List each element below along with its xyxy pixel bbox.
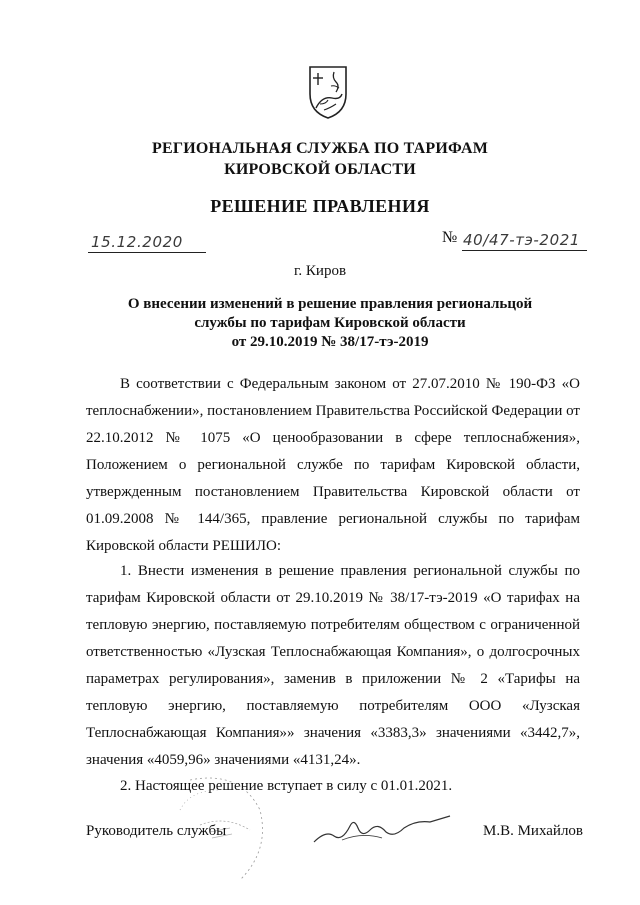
number-field bbox=[462, 228, 587, 251]
subject-heading bbox=[110, 295, 550, 352]
body-line: ответственностью «Лузская Теплоснабжающая Компания», о долгосрочных bbox=[86, 644, 580, 660]
body-line: 2. Настоящее решение вступает в силу с 01.01.2021. bbox=[120, 778, 453, 794]
body-line: параметрах регулирования», заменив в приложении № 2 «Тарифы на bbox=[86, 671, 580, 687]
body-line: 01.09.2008 № 144/365, правление региональной службы по тарифам bbox=[86, 511, 580, 527]
number-value: 40/47-тэ-2021 bbox=[463, 231, 580, 249]
date-value: 15.12.2020 bbox=[91, 233, 183, 251]
body-line: тепловую энергию, поставляемую потребителям обществом с ограниченной bbox=[86, 617, 580, 633]
body-line: утвержденным постановлением Правительства Кировской области от bbox=[86, 484, 580, 500]
date-field bbox=[88, 228, 206, 253]
body-line: тепловую энергию, поставляемую потребителям ООО «Лузская bbox=[86, 698, 580, 714]
signature-icon bbox=[312, 810, 452, 850]
subject-line: от 29.10.2019 № 38/17-тэ-2019 bbox=[231, 334, 429, 350]
signatory-position: Руководитель службы bbox=[86, 823, 227, 839]
body-line: 22.10.2012 № 1075 «О ценообразовании в сфере теплоснабжения», bbox=[86, 430, 580, 446]
city: г. Киров bbox=[293, 263, 347, 279]
body-line: Положением о региональной службе по тарифам Кировской области, bbox=[86, 457, 580, 473]
coat-of-arms-icon bbox=[306, 64, 350, 120]
body-line: теплоснабжении», постановлением Правительства Российской Федерации от bbox=[86, 403, 580, 419]
body-line: значения «4059,96» значениями «4131,24». bbox=[86, 752, 361, 768]
org-name-line2: КИРОВСКОЙ ОБЛАСТИ bbox=[224, 161, 416, 178]
number-label: № bbox=[442, 229, 458, 246]
org-name-line1: РЕГИОНАЛЬНАЯ СЛУЖБА ПО ТАРИФАМ bbox=[151, 140, 489, 157]
document-title: РЕШЕНИЕ ПРАВЛЕНИЯ bbox=[210, 196, 430, 216]
body-line: Теплоснабжающая Компания»» значения «3383,3» значениями «3442,7», bbox=[86, 725, 580, 741]
subject-line: службы по тарифам Кировской области bbox=[194, 315, 466, 331]
signatory-name: М.В. Михайлов bbox=[483, 823, 584, 839]
body-line: 1. Внести изменения в решение правления региональной службы по bbox=[120, 563, 580, 579]
subject-line: О внесении изменений в решение правления региональцой bbox=[127, 296, 533, 312]
body-line: тарифам Кировской области от 29.10.2019 № 38/17-тэ-2019 «О тарифах на bbox=[86, 590, 580, 606]
body-line: В соответствии с Федеральным законом от 27.07.2010 № 190-ФЗ «О bbox=[120, 376, 580, 392]
body-line: Кировской области РЕШИЛО: bbox=[86, 538, 282, 554]
